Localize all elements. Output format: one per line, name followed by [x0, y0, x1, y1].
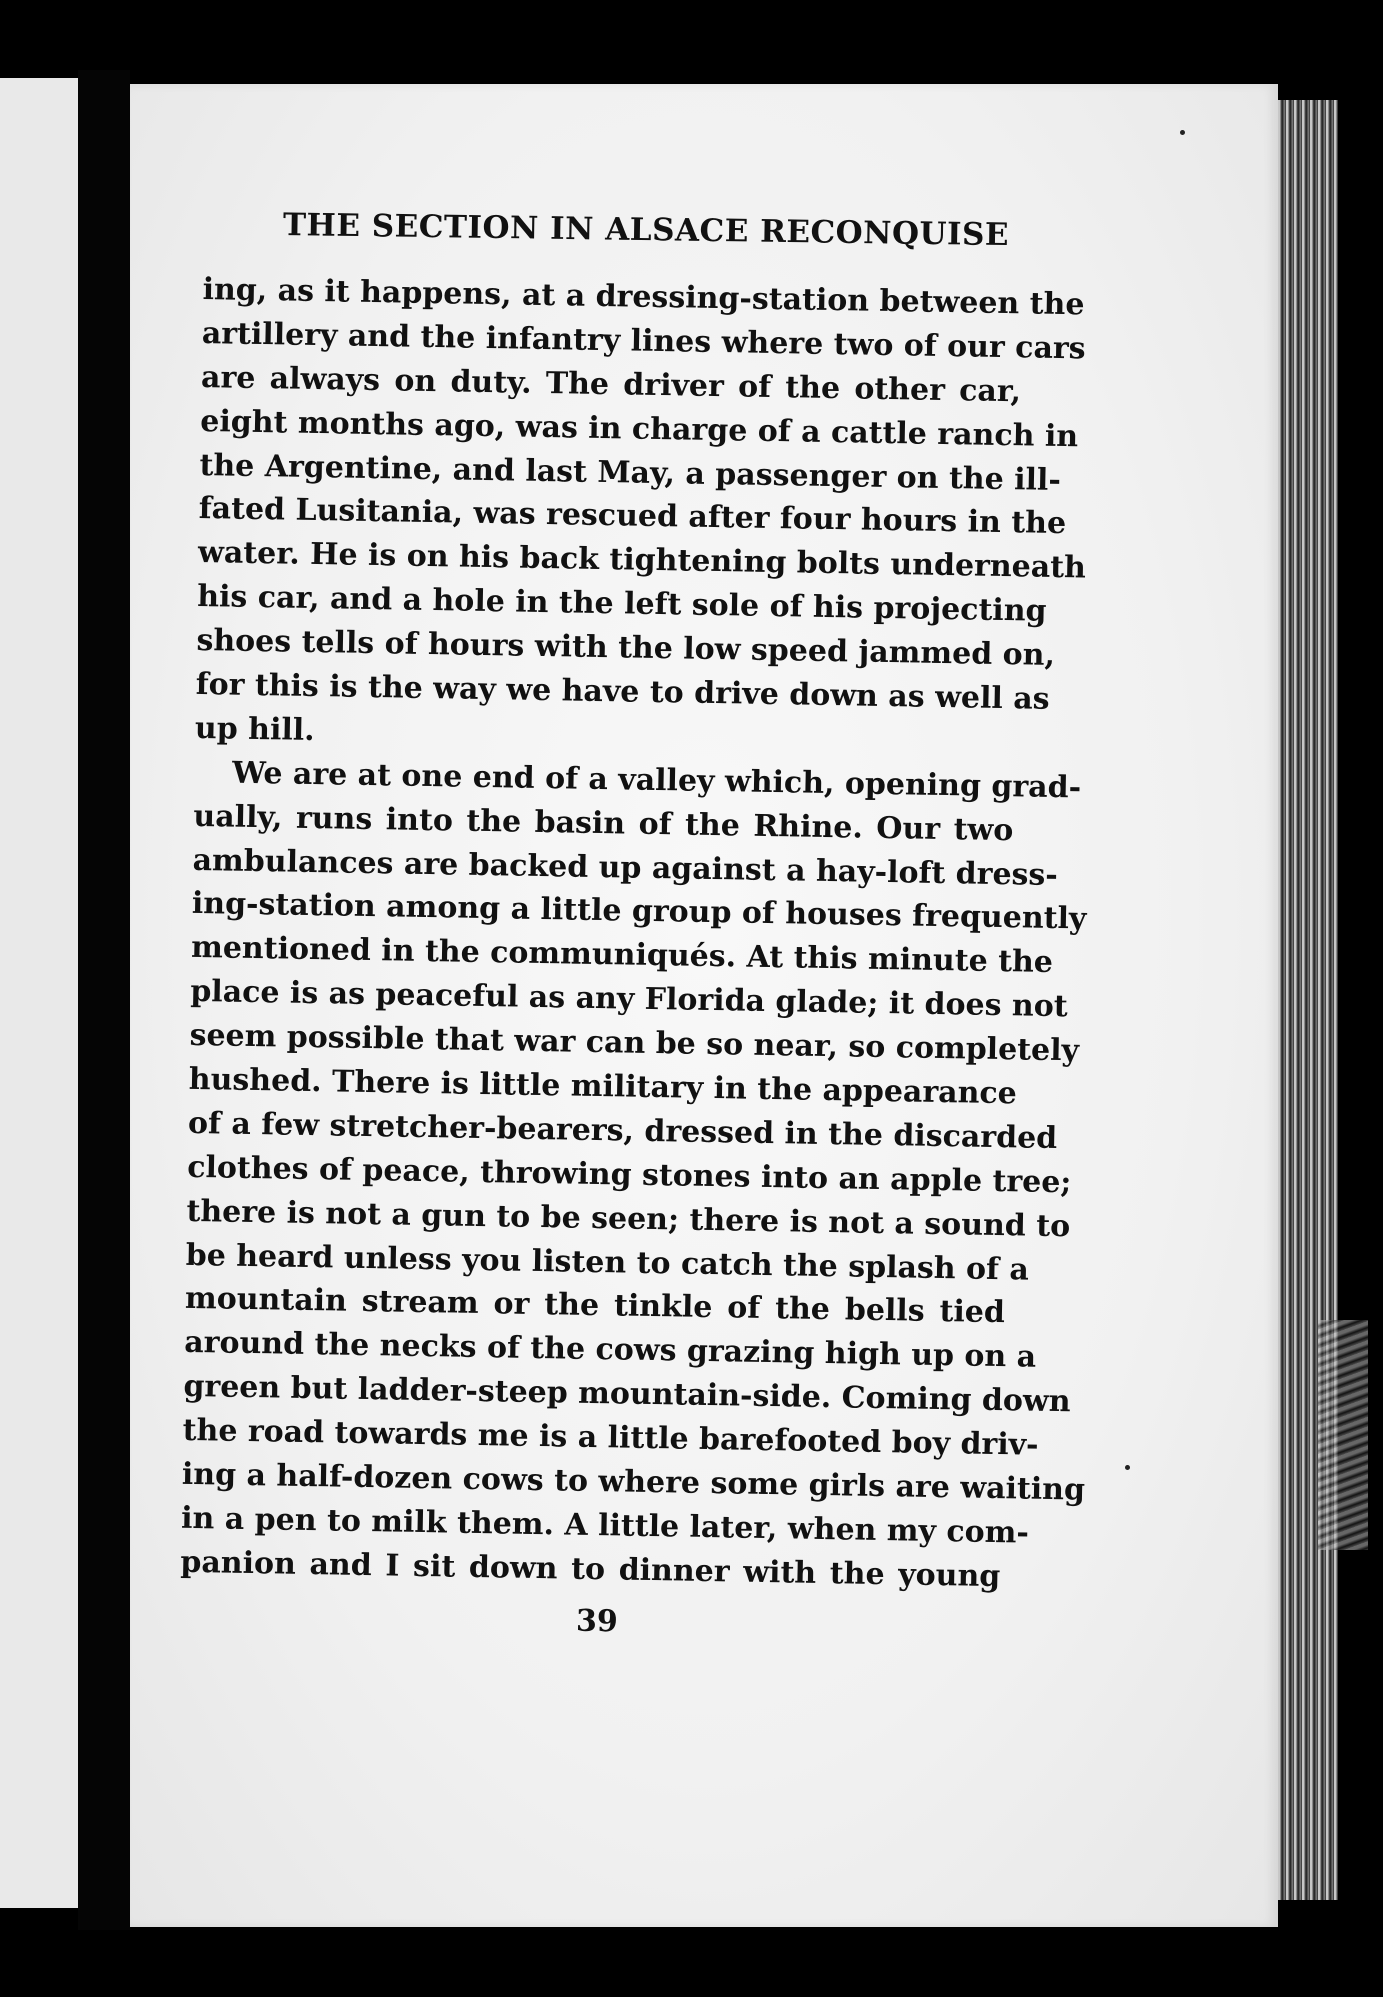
- scan-speck: [1125, 1465, 1130, 1470]
- text-line: seem possible that war can be so near, so completely: [189, 1018, 1080, 1069]
- text-line: the road towards me is a little barefooted boy driv-: [182, 1412, 1039, 1463]
- text-line: ing, as it happens, at a dressing-station between the: [202, 271, 1085, 323]
- text-line: be heard unless you listen to catch the splash of a: [185, 1237, 1030, 1288]
- text-line: ing-station among a little group of houses frequently: [191, 886, 1087, 937]
- text-line: hushed. There is little military in the appearance: [188, 1061, 1018, 1112]
- text-line: there is not a gun to be seen; there is not a sound to: [186, 1193, 1071, 1244]
- text-line: water. He is on his back tightening bolts underneath: [197, 535, 1087, 586]
- facing-page-edge: [0, 78, 80, 1908]
- text-line: ambulances are backed up against a hay-loft dress-: [192, 842, 1059, 893]
- text-line: up hill.: [194, 710, 315, 748]
- book-gutter: [78, 70, 130, 1930]
- text-line: shoes tells of hours with the low speed jammed on,: [196, 623, 1056, 674]
- paragraph: [180, 751, 1087, 1599]
- text-line: the Argentine, and last May, a passenger on the ill-: [199, 447, 1062, 498]
- text-line: around the necks of the cows grazing high up on a: [183, 1325, 1037, 1376]
- body-text: [180, 268, 1087, 1599]
- text-line: clothes of peace, throwing stones into an apple tree;: [186, 1149, 1072, 1201]
- text-line: artillery and the infantry lines where two of our cars: [201, 315, 1086, 367]
- paragraph: [194, 268, 1087, 765]
- text-line: place is as peaceful as any Florida glade; it does not: [190, 974, 1068, 1025]
- text-line: are always on duty. The driver of the other car,: [200, 359, 1022, 410]
- page-stack-edge: [1278, 100, 1338, 1900]
- text-line: We are at one end of a valley which, opening grad-: [231, 755, 1082, 806]
- text-line: panion and I sit down to dinner with the young: [180, 1544, 1001, 1594]
- text-line: in a pen to milk them. A little later, when my com-: [180, 1500, 1030, 1551]
- text-line: green but ladder-steep mountain-side. Coming down: [183, 1369, 1071, 1420]
- scan-speck: [1180, 130, 1185, 135]
- page-edge-shading: [1318, 1320, 1368, 1550]
- text-line: eight months ago, was in charge of a cattle ranch in: [200, 403, 1079, 454]
- page-number: 39: [575, 1603, 619, 1640]
- text-line: ing a half-dozen cows to where some girls are waiting: [181, 1456, 1086, 1508]
- text-line: mountain stream or the tinkle of the bells tied: [184, 1281, 1006, 1331]
- text-line: ually, runs into the basin of the Rhine. Our two: [193, 798, 1014, 848]
- text-line: his car, and a hole in the left sole of his projecting: [196, 579, 1047, 630]
- text-line: fated Lusitania, was rescued after four hours in the: [198, 491, 1067, 542]
- text-line: for this is the way we have to drive down as well as: [195, 666, 1050, 717]
- running-head: THE SECTION IN ALSACE RECONQUISE: [282, 207, 1010, 254]
- text-line: mentioned in the communiqués. At this minute the: [190, 930, 1054, 981]
- text-line: of a few stretcher-bearers, dressed in the discarded: [187, 1105, 1058, 1156]
